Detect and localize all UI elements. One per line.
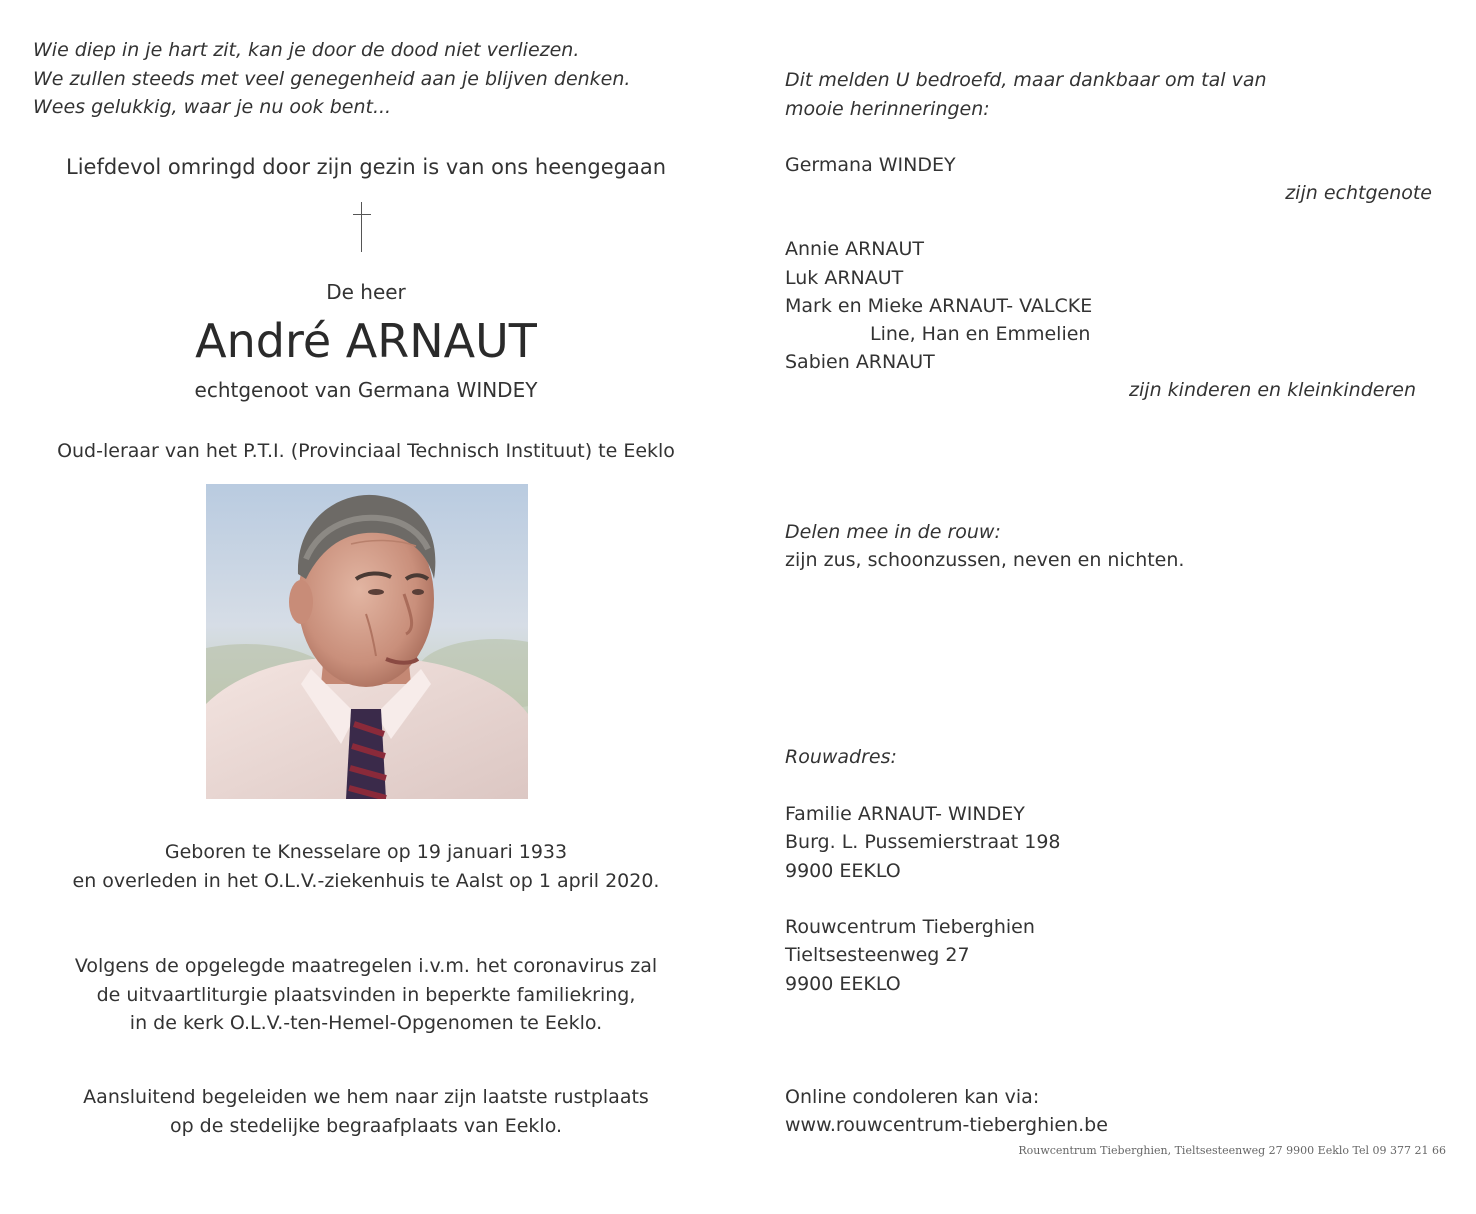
child-name: Annie ARNAUT <box>785 238 925 260</box>
family-address-line: 9900 EEKLO <box>785 860 901 882</box>
death-line: en overleden in het O.L.V.-ziekenhuis te Aalst op 1 april 2020. <box>72 869 660 892</box>
burial-line: op de stedelijke begraafplaats van Eeklo. <box>169 1114 563 1137</box>
child-name: Sabien ARNAUT <box>785 351 935 373</box>
children-relation: zijn kinderen en kleinkinderen <box>1129 379 1416 401</box>
announcement <box>785 66 1305 123</box>
burial-text <box>30 1083 702 1140</box>
cross-icon <box>350 202 374 252</box>
poem-line: We zullen steeds met veel genegenheid aan je blijven denken. <box>33 67 631 90</box>
deceased-name: André ARNAUT <box>195 314 537 368</box>
grandchildren-names: Line, Han en Emmelien <box>870 323 1091 345</box>
funeral-home-line: Rouwcentrum Tieberghien <box>785 916 1035 938</box>
wife-name: Germana WINDEY <box>785 154 956 176</box>
mourning-label: Delen mee in de rouw: <box>785 521 1001 543</box>
birth-death-text <box>30 838 702 895</box>
deceased-spouse: echtgenoot van Germana WINDEY <box>194 378 538 402</box>
deceased-title: De heer <box>326 280 406 304</box>
burial-line: Aansluitend begeleiden we hem naar zijn laatste rustplaats <box>83 1086 649 1108</box>
funeral-home-line: 9900 EEKLO <box>785 973 901 995</box>
liturgy-line: in de kerk O.L.V.-ten-Hemel-Opgenomen te Eeklo. <box>129 1012 603 1034</box>
announcement-line: mooie herinneringen: <box>785 97 990 120</box>
liturgy-line: de uitvaartliturgie plaatsvinden in beperkte familiekring, <box>96 983 636 1006</box>
child-name: Mark en Mieke ARNAUT- VALCKE <box>785 295 1093 317</box>
liturgy-text <box>30 952 702 1038</box>
poem <box>33 36 713 122</box>
birth-line: Geboren te Knesselare op 19 januari 1933 <box>164 841 568 863</box>
family-address-line: Familie ARNAUT- WINDEY <box>785 803 1025 825</box>
footer-imprint: Rouwcentrum Tieberghien, Tieltsesteenweg 27 9900 Eeklo Tel 09 377 21 66 <box>1018 1144 1446 1157</box>
liturgy-line: Volgens de opgelegde maatregelen i.v.m. het coronavirus zal <box>74 955 658 977</box>
announcement-line: Dit melden U bedroefd, maar dankbaar om tal van <box>785 69 1267 91</box>
funeral-home-line: Tieltsesteenweg 27 <box>785 944 970 966</box>
mourning-text: zijn zus, schoonzussen, neven en nichten. <box>785 549 1185 571</box>
child-name: Luk ARNAUT <box>785 267 904 289</box>
address-label: Rouwadres: <box>785 746 897 768</box>
condolence-link[interactable]: www.rouwcentrum-tieberghien.be <box>785 1114 1108 1136</box>
intro-text: Liefdevol omringd door zijn gezin is van ons heengegaan <box>66 155 666 179</box>
portrait-photo <box>206 484 528 799</box>
wife-relation: zijn echtgenote <box>1285 182 1432 204</box>
poem-line: Wees gelukkig, waar je nu ook bent... <box>33 96 392 118</box>
poem-line: Wie diep in je hart zit, kan je door de dood niet verliezen. <box>33 39 580 61</box>
online-label: Online condoleren kan via: <box>785 1086 1040 1108</box>
deceased-occupation: Oud-leraar van het P.T.I. (Provinciaal Technisch Instituut) te Eeklo <box>57 440 675 462</box>
family-address-line: Burg. L. Pussemierstraat 198 <box>785 831 1061 853</box>
